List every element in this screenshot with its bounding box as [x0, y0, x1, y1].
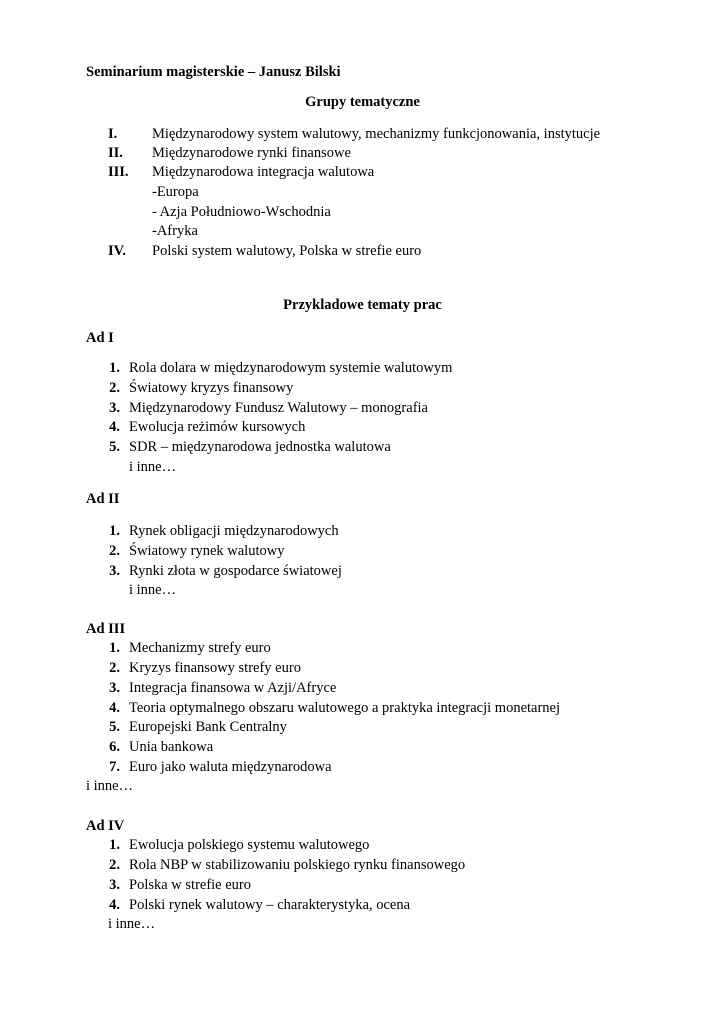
- item-number: 3.: [109, 563, 120, 579]
- topic-item: Światowy kryzys finansowy: [129, 380, 294, 396]
- topic-item: SDR – międzynarodowa jednostka walutowa: [129, 439, 391, 455]
- group-subitem: -Afryka: [152, 223, 198, 239]
- item-number: 2.: [109, 380, 120, 396]
- topic-item: Międzynarodowy Fundusz Walutowy – monografia: [129, 400, 428, 416]
- topic-item: Teoria optymalnego obszaru walutowego a praktyka integracji monetarnej: [129, 700, 561, 716]
- topic-item: Światowy rynek walutowy: [129, 543, 285, 559]
- item-number: 3.: [109, 877, 120, 893]
- topic-item: Rynek obligacji międzynarodowych: [129, 523, 339, 539]
- groups-heading: Grupy tematyczne: [305, 94, 420, 110]
- item-number: 1.: [109, 640, 120, 656]
- item-number: 2.: [109, 543, 120, 559]
- topic-item: Ewolucja polskiego systemu walutowego: [129, 837, 370, 853]
- group-numeral: II.: [108, 145, 123, 161]
- item-number: 2.: [109, 660, 120, 676]
- more-note: i inne…: [86, 778, 134, 794]
- item-number: 6.: [109, 739, 120, 755]
- item-number: 3.: [109, 680, 120, 696]
- group-item-text: Międzynarodowa integracja walutowa: [152, 164, 375, 180]
- section-title: Ad II: [86, 491, 120, 507]
- document-title: Seminarium magisterskie – Janusz Bilski: [86, 64, 341, 80]
- topic-item: Rynki złota w gospodarce światowej: [129, 563, 342, 579]
- topic-item: Ewolucja reżimów kursowych: [129, 419, 306, 435]
- topic-item: Europejski Bank Centralny: [129, 719, 287, 735]
- section-title: Ad III: [86, 621, 126, 637]
- topic-item: Rola dolara w międzynarodowym systemie walutowym: [129, 360, 453, 376]
- group-item-text: Polski system walutowy, Polska w strefie euro: [152, 243, 422, 259]
- topic-item: Polska w strefie euro: [129, 877, 252, 893]
- section-title: Ad I: [86, 330, 114, 346]
- topic-item: Rola NBP w stabilizowaniu polskiego rynku finansowego: [129, 857, 466, 873]
- group-item-text: Międzynarodowy system walutowy, mechanizmy funkcjonowania, instytucje: [152, 126, 601, 142]
- item-number: 4.: [109, 700, 120, 716]
- item-number: 1.: [109, 523, 120, 539]
- group-numeral: III.: [108, 164, 129, 180]
- topic-item: Unia bankowa: [129, 739, 214, 755]
- more-note: i inne…: [129, 582, 177, 598]
- topics-heading: Przykladowe tematy prac: [283, 297, 442, 313]
- item-number: 5.: [109, 439, 120, 455]
- topic-item: Kryzys finansowy strefy euro: [129, 660, 301, 676]
- item-number: 4.: [109, 419, 120, 435]
- item-number: 5.: [109, 719, 120, 735]
- topic-item: Mechanizmy strefy euro: [129, 640, 271, 656]
- more-note: i inne…: [108, 916, 156, 932]
- topic-item: Integracja finansowa w Azji/Afryce: [129, 680, 337, 696]
- group-subitem: - Azja Południowo-Wschodnia: [152, 204, 331, 220]
- item-number: 1.: [109, 360, 120, 376]
- group-item-text: Międzynarodowe rynki finansowe: [152, 145, 351, 161]
- group-numeral: IV.: [108, 243, 126, 259]
- item-number: 7.: [109, 759, 120, 775]
- section-title: Ad IV: [86, 818, 125, 834]
- topic-item: Euro jako waluta międzynarodowa: [129, 759, 332, 775]
- more-note: i inne…: [129, 459, 177, 475]
- group-subitem: -Europa: [152, 184, 199, 200]
- item-number: 1.: [109, 837, 120, 853]
- item-number: 3.: [109, 400, 120, 416]
- item-number: 2.: [109, 857, 120, 873]
- topic-item: Polski rynek walutowy – charakterystyka, ocena: [129, 897, 411, 913]
- group-numeral: I.: [108, 126, 118, 142]
- item-number: 4.: [109, 897, 120, 913]
